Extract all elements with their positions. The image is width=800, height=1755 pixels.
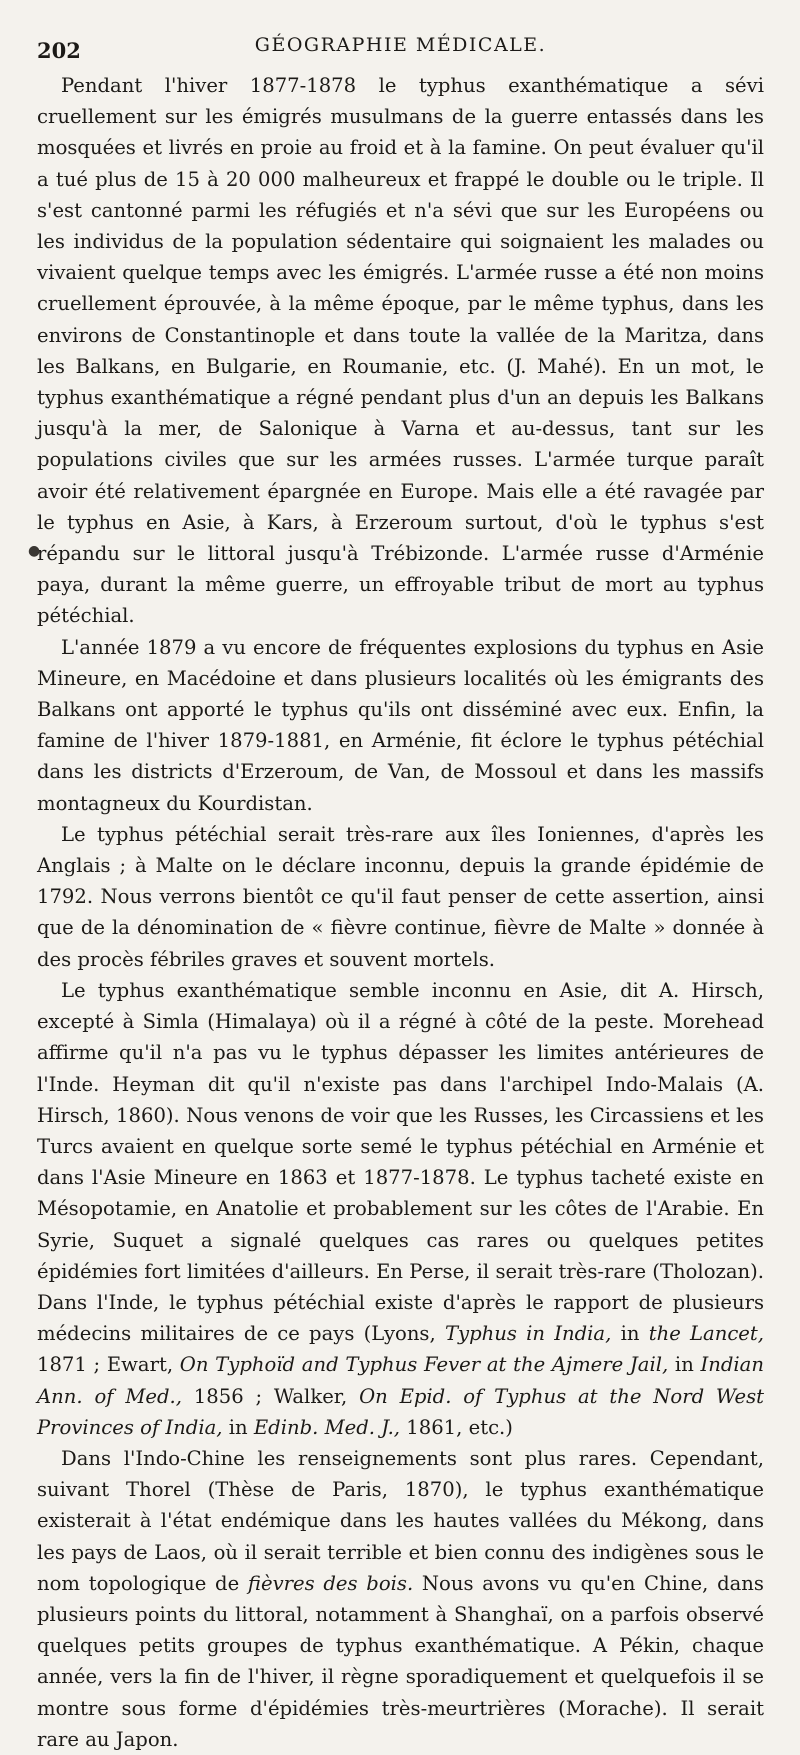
paragraph-4-text-2: in [611, 1322, 649, 1346]
paragraph-4-text-6: in [222, 1415, 254, 1439]
paragraph-4-text-7: 1861, etc.) [400, 1415, 513, 1439]
paragraph-5-text-2: Nous avons vu qu'en Chine, dans plusieurs points du littoral, notamment à Shanghaï, on a parfois observé quelques petits groupes de typhus exanthématique. A Pékin, chaque année, vers la fin de l'hiver, il règne sporadiquement et quelquefois il se montre sous forme d'épidémies très-meurtrières (Morache). Il serait rare au Japon. [37, 1571, 764, 1751]
paragraph-1: Pendant l'hiver 1877-1878 le typhus exanthématique a sévi cruellement sur les émigrés musulmans de la guerre entassés dans les mosquées et livrés en proie au froid et à la famine. On peut évaluer qu'il a tué plus de 15 à 20 000 malheureux et frappé le double ou le triple. Il s'est cantonné parmi les réfugiés et n'a sévi que sur les Européens ou les individus de la population sédentaire qui soignaient les malades ou vivaient quelque temps avec les émigrés. L'armée russe a été non moins cruellement éprouvée, à la même époque, par le même typhus, dans les environs de Constantinople et dans toute la vallée de la Maritza, dans les Balkans, en Bulgarie, en Roumanie, etc. (J. Mahé). En un mot, le typhus exanthématique a régné pendant plus d'un an depuis les Balkans jusqu'à la mer, de Salonique à Varna et au-dessus, tant sur les populations civiles que sur les armées russes. L'armée turque paraît avoir été relativement épargnée en Europe. Mais elle a été ravagée par le typhus en Asie, à Kars, à Erzeroum surtout, d'où le typhus s'est répandu sur le littoral jusqu'à Trébizonde. L'armée russe d'Arménie paya, durant la même guerre, un effroyable tribut de mort au typhus pétéchial. [37, 74, 764, 628]
body-text [37, 70, 764, 1755]
paragraph-4-text-5: 1856 ; Walker, [181, 1384, 360, 1408]
citation-journal-lancet: the Lancet, [648, 1322, 765, 1346]
citation-title-lyons: Typhus in India, [444, 1322, 612, 1346]
citation-journal-indian-ann: Indian Ann. of Med., [37, 1353, 764, 1408]
citation-title-walker: On Epid. of Typhus at the Nord West Provinces of India, [37, 1384, 764, 1439]
paragraph-5-text-1: Dans l'Indo-Chine les renseignements sont plus rares. Cependant, suivant Thorel (Thèse de Paris, 1870), le typhus exanthématique existerait à l'état endémique dans les hautes vallées du Mékong, dans les pays de Laos, où il serait terrible et bien connu des indigènes sous le nom topologique de [37, 1446, 764, 1595]
citation-journal-edinb: Edinb. Med. J., [253, 1415, 401, 1439]
page-header [37, 30, 764, 70]
paragraph-4-text-3: 1871 ; Ewart, [37, 1353, 180, 1377]
margin-bullet-mark: ● [28, 543, 41, 559]
italic-term-fievres-des-bois: fièvres des bois. [247, 1571, 414, 1595]
paragraph-4 [37, 975, 764, 1443]
citation-title-ewart: On Typhoïd and Typhus Fever at the Ajmere Jail, [179, 1353, 669, 1377]
paragraph-4-text-4: in [668, 1353, 701, 1377]
paragraph-4-text-1: Le typhus exanthématique semble inconnu en Asie, dit A. Hirsch, excepté à Simla (Himalaya) où il a régné à côté de la peste. Morehead affirme qu'il n'a pas vu le typhus dépasser les limites antérieures de l'Inde. Heyman dit qu'il n'existe pas dans l'archipel Indo-Malais (A. Hirsch, 1860). Nous venons de voir que les Russes, les Circassiens et les Turcs avaient en quelque sorte semé le typhus pétéchial en Arménie et dans l'Asie Mineure en 1863 et 1877-1878. Le typhus tacheté existe en Mésopotamie, en Anatolie et probablement sur les côtes de l'Arabie. En Syrie, Suquet a signalé quelques cas rares ou quelques petites épidémies fort limitées d'ailleurs. En Perse, il serait très-rare (Tholozan). Dans l'Inde, le typhus pétéchial existe d'après le rapport de plusieurs médecins militaires de ce pays (Lyons, [37, 978, 764, 1346]
paragraph-5 [37, 1443, 764, 1755]
running-title: GÉOGRAPHIE MÉDICALE. [254, 34, 547, 56]
page-number: 202 [37, 38, 81, 63]
paragraph-3: Le typhus pétéchial serait très-rare aux îles Ioniennes, d'après les Anglais ; à Malte on le déclare inconnu, depuis la grande épidémie de 1792. Nous verrons bientôt ce qu'il faut penser de cette assertion, ainsi que de la dénomination de « fièvre continue, fièvre de Malte » donnée à des procès fébriles graves et souvent mortels. [37, 822, 764, 971]
paragraph-2: L'année 1879 a vu encore de fréquentes explosions du typhus en Asie Mineure, en Macédoine et dans plusieurs localités où les émigrants des Balkans ont apporté le typhus qu'ils ont disséminé avec eux. Enfin, la famine de l'hiver 1879-1881, en Arménie, fit éclore le typhus pétéchial dans les districts d'Erzeroum, de Van, de Mossoul et dans les massifs montagneux du Kourdistan. [37, 635, 764, 815]
